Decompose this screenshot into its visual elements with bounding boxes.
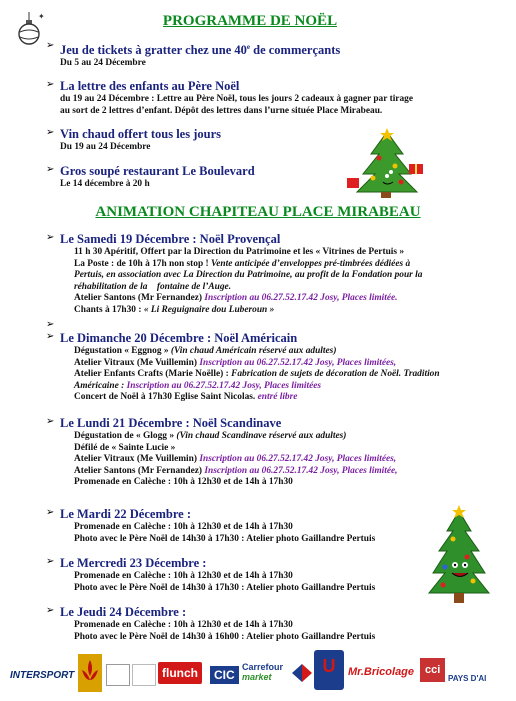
day-title: Le Samedi 19 Décembre : Noël Provençal xyxy=(60,232,281,246)
item-text: La Poste : de 10h à 17h non stop ! Vente anticipée d’enveloppes pré-timbrées dédiées à xyxy=(74,258,411,269)
arrow-bullet-icon: ➢ xyxy=(46,507,55,518)
svg-text:U: U xyxy=(322,656,336,676)
item-text: Du 5 au 24 Décembre xyxy=(60,58,146,69)
list-item xyxy=(46,79,490,117)
arrow-bullet-icon: ➢ xyxy=(46,127,55,138)
sponsor-logo-small xyxy=(132,664,156,686)
mr-bricolage-logo: Mr.Bricolage xyxy=(348,666,415,678)
item-text: Photo avec le Père Noël de 14h30 à 16h00 : Atelier photo Gaillandre Pertuis xyxy=(74,631,376,642)
carrefour-logo: Carrefour market xyxy=(242,662,284,682)
item-text: Défilé de « Sainte Lucie » xyxy=(74,442,176,453)
item-text: Dégustation « Eggnog » (Vin chaud Américain réservé aux adultes) xyxy=(74,346,337,356)
arrow-bullet-icon: ➢ xyxy=(46,40,55,51)
arrow-bullet-icon: ➢ xyxy=(46,556,55,567)
list-item xyxy=(46,331,490,404)
arrow-bullet-icon: ➢ xyxy=(46,416,55,427)
cci-logo: cci xyxy=(420,658,445,682)
page-title-programme: PROGRAMME DE NOËL xyxy=(162,13,338,29)
item-text: Atelier Vitraux (Me Vuillemin) Inscription au 06.27.52.17.42 Josy, Places limitées, xyxy=(74,357,397,368)
cic-logo: CIC xyxy=(210,666,239,684)
pays-d-aix-logo: PAYS D'AI xyxy=(448,674,487,683)
item-text: au sort de 2 lettres d’enfant. Dépôt des lettres dans l’urne située Place Mirabeau. xyxy=(60,105,383,116)
item-text: Dégustation de « Glogg » (Vin chaud Scandinave réservé aux adultes) xyxy=(74,431,347,441)
item-text: Promenade en Calèche : 10h à 12h30 et de 14h à 17h30 xyxy=(74,620,293,630)
item-text: Promenade en Calèche : 10h à 12h30 et de 14h à 17h30 xyxy=(74,477,293,488)
list-item xyxy=(46,40,490,70)
fleur-de-lis-icon xyxy=(78,654,102,692)
section-title-chapiteau: ANIMATION CHAPITEAU PLACE MIRABEAU xyxy=(95,204,421,220)
day-title: Le Lundi 21 Décembre : Noël Scandinave xyxy=(60,416,282,430)
item-text: Américaine : Inscription au 06.27.52.17.42 Josy, Places limitées xyxy=(74,380,322,391)
item-text: 11 h 30 Apéritif, Offert par la Direction du Patrimoine et les « Vitrines de Pertuis » xyxy=(74,247,405,257)
item-title: Jeu de tickets à gratter chez une 40e de commerçants xyxy=(60,43,341,58)
item-text: réhabilitation de la fontaine de l’Auge. xyxy=(74,281,232,292)
arrow-bullet-icon: ➢ xyxy=(46,79,55,90)
christmas-tree-icon xyxy=(343,128,431,200)
intersport-logo: INTERSPORT xyxy=(10,670,75,681)
day-title: Le Dimanche 20 Décembre : Noël Américain xyxy=(60,331,298,345)
sponsor-logo-small xyxy=(106,664,130,686)
super-u-icon xyxy=(314,650,344,690)
item-text: Du 19 au 24 Décembre xyxy=(60,142,151,152)
item-title: Gros soupé restaurant Le Boulevard xyxy=(60,164,255,178)
sponsor-logos xyxy=(8,650,494,696)
item-text: Photo avec le Père Noël de 14h30 à 17h30 : Atelier photo Gaillandre Pertuis xyxy=(74,582,376,593)
list-item xyxy=(46,605,490,643)
arrow-bullet-icon: ➢ xyxy=(46,164,55,175)
carrefour-icon xyxy=(292,664,312,682)
arrow-bullet-icon: ➢ xyxy=(46,319,55,330)
day-title: Le Mardi 22 Décembre : xyxy=(60,507,191,521)
arrow-bullet-icon: ➢ xyxy=(46,232,55,243)
item-text: Atelier Santons (Mr Fernandez) Inscription au 06.27.52.17.42 Josy, Places limitée. xyxy=(74,293,398,304)
item-text: Pertuis, en association avec La Direction du Patrimoine, au profit de la Fondation pour la xyxy=(74,270,423,281)
svg-text:✦: ✦ xyxy=(38,12,45,21)
item-text: Chants à 17h30 : « Li Reguignaire dou Luberoun » xyxy=(74,304,275,315)
day-title: Le Mercredi 23 Décembre : xyxy=(60,556,207,570)
arrow-bullet-icon: ➢ xyxy=(46,331,55,342)
arrow-bullet-icon: ➢ xyxy=(46,605,55,616)
item-text: Atelier Vitraux (Me Vuillemin) Inscription au 06.27.52.17.42 Josy, Places limitées, xyxy=(74,454,397,465)
item-text: Atelier Enfants Crafts (Marie Noëlle) : Fabrication de sujets de décoration de Noël. Tradition xyxy=(74,369,440,380)
flunch-logo: flunch xyxy=(158,662,202,684)
item-text: Promenade en Calèche : 10h à 12h30 et de 14h à 17h30 xyxy=(74,522,293,532)
list-item xyxy=(46,232,490,317)
item-text: Photo avec le Père Noël de 14h30 à 17h30 : Atelier photo Gaillandre Pertuis xyxy=(74,533,376,544)
item-title: La lettre des enfants au Père Noël xyxy=(60,79,240,93)
item-text: Concert de Noël à 17h30 Eglise Saint Nicolas. entré libre xyxy=(74,392,298,403)
list-item xyxy=(46,416,490,489)
item-text: Le 14 décembre à 20 h xyxy=(60,179,150,189)
item-title: Vin chaud offert tous les jours xyxy=(60,127,221,141)
item-text: du 19 au 24 Décembre : Lettre au Père Noël, tous les jours 2 cadeaux à gagner par tirage xyxy=(60,94,413,104)
day-title: Le Jeudi 24 Décembre : xyxy=(60,605,187,619)
christmas-tree-icon xyxy=(425,505,493,605)
item-text: Atelier Santons (Mr Fernandez) Inscription au 06.27.52.17.42 Josy, Places limitée, xyxy=(74,465,398,476)
item-text: Promenade en Calèche : 10h à 12h30 et de 14h à 17h30 xyxy=(74,571,293,581)
